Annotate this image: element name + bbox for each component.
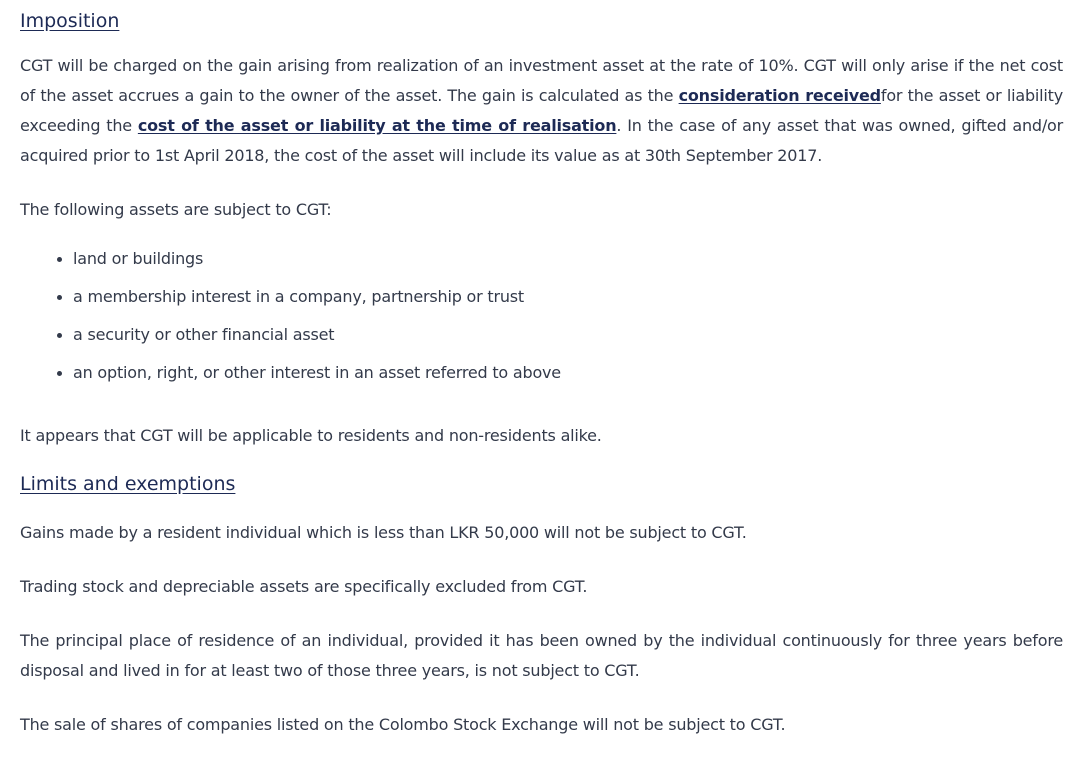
imposition-text-1: CGT will be charged on the gain arising from realization of an investment asset at the rate of 10%. CGT will only arise if the net cost of the asset accrues a gain to the owner of the asset. The gain is calculated as the xyxy=(20,56,1063,105)
cost-of-asset-link[interactable]: cost of the asset or liability at the time of realisation xyxy=(137,116,617,135)
list-item: a membership interest in a company, partnership or trust xyxy=(73,278,1063,316)
imposition-text-2: for the asset or liability exceeding the xyxy=(20,86,1063,135)
imposition-paragraph xyxy=(20,51,1063,171)
assets-list xyxy=(20,240,1063,392)
limit-paragraph: The sale of shares of companies listed on the Colombo Stock Exchange will not be subject to CGT. xyxy=(20,715,786,734)
list-item: an option, right, or other interest in an asset referred to above xyxy=(73,354,1063,392)
imposition-heading: Imposition xyxy=(20,10,120,32)
imposition-text-3: . In the case of any asset that was owned, gifted and/or acquired prior to 1st April 2018, the cost of the asset will include its value as at 30th September 2017. xyxy=(20,116,1063,165)
list-item: land or buildings xyxy=(73,240,1063,278)
limits-heading: Limits and exemptions xyxy=(20,473,236,495)
applicability-paragraph: It appears that CGT will be applicable to residents and non-residents alike. xyxy=(20,426,602,445)
limit-paragraph: Gains made by a resident individual which is less than LKR 50,000 will not be subject to CGT. xyxy=(20,523,747,542)
list-item: a security or other financial asset xyxy=(73,316,1063,354)
consideration-received-link[interactable]: consideration received xyxy=(678,86,881,105)
limit-paragraph: Trading stock and depreciable assets are specifically excluded from CGT. xyxy=(20,577,588,596)
assets-list-intro: The following assets are subject to CGT: xyxy=(20,200,332,219)
limit-paragraph: The principal place of residence of an individual, provided it has been owned by the individual continuously for three years before disposal and lived in for at least two of those three years, is not subject to CGT. xyxy=(20,631,1063,680)
